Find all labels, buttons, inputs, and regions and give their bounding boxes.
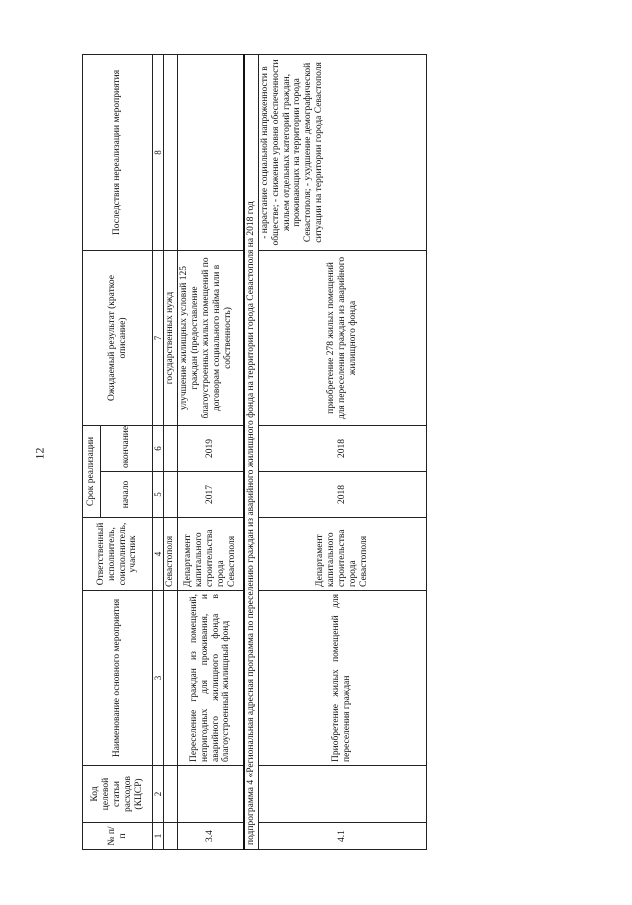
row-code	[258, 766, 426, 823]
header-term: Срок реализации	[83, 425, 101, 517]
row-result: улучшение жилищных условий 125 граждан (предоставление благоустроенных жилых помещений по договорам социального найма или в собственность)	[178, 250, 244, 425]
continuation-responsible: Севастополя	[164, 518, 178, 591]
row-end: 2018	[258, 425, 426, 471]
header-name: Наименование основного мероприятия	[83, 591, 153, 766]
header-responsible: Ответственный исполнитель, соисполнитель, участник	[83, 518, 153, 591]
rotated-table-container	[82, 55, 420, 850]
program-table	[82, 54, 427, 850]
col-number: 5	[153, 472, 164, 518]
header-end: окончание	[101, 425, 153, 471]
row-start: 2017	[178, 472, 244, 518]
header-consequences: Последствия нереализации мероприятия	[83, 54, 153, 250]
continuation-result: государственных нужд	[164, 250, 178, 425]
col-number: 2	[153, 766, 164, 823]
row-name: Переселение граждан из помещений, непригодных для проживания, и аварийного жилищного фонда в благоустроенный жилищный фонд	[178, 591, 244, 766]
header-start: начало	[101, 472, 153, 518]
col-number: 7	[153, 250, 164, 425]
subprogram-title: подпрограмма 4 «Региональная адресная программа по переселению граждан из аварийного жилищного фонда на территории города Севастополя на 2018 год	[244, 54, 258, 849]
row-consequences	[178, 54, 244, 250]
row-name: Приобретение жилых помещений для переселения граждан	[258, 591, 426, 766]
row-responsible: Департамент капитального строительства города Севастополя	[258, 518, 426, 591]
row-result: приобретение 278 жилых помещений для переселения граждан из аварийного жилищного фонда	[258, 250, 426, 425]
row-start: 2018	[258, 472, 426, 518]
header-code: Код целевой статьи расходов (КЦСР)	[83, 766, 153, 823]
col-number: 8	[153, 54, 164, 250]
col-number: 6	[153, 425, 164, 471]
row-num: 4.1	[258, 823, 426, 850]
col-number: 3	[153, 591, 164, 766]
row-end: 2019	[178, 425, 244, 471]
row-code	[178, 766, 244, 823]
row-responsible: Департамент капитального строительства города Севастополя	[178, 518, 244, 591]
page-number: 12	[32, 447, 47, 460]
row-consequences: - нарастание социальной напряженности в обществе; - снижение уровня обеспеченности жильем отдельных категорий граждан, проживающих на территории города Севастополя; - ухудшение демографической ситуации на территории города Севастополя	[258, 54, 426, 250]
header-num: № п/п	[83, 823, 153, 850]
col-number: 4	[153, 518, 164, 591]
col-number: 1	[153, 823, 164, 850]
row-num: 3.4	[178, 823, 244, 850]
header-result: Ожидаемый результат (краткое описание)	[83, 250, 153, 425]
